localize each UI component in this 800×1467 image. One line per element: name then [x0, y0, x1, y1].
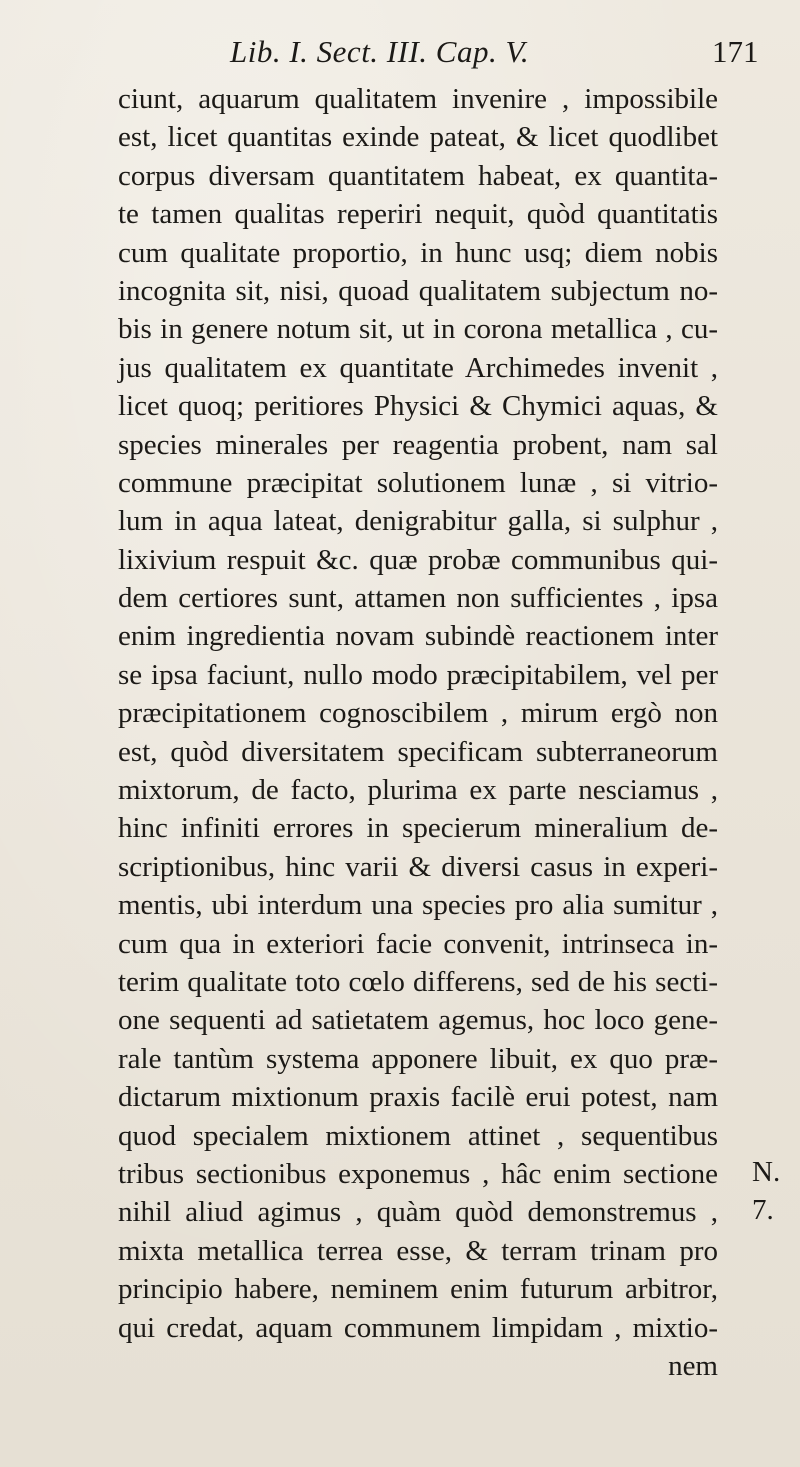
text-line: principio habere, neminem enim futurum arbitror,: [118, 1273, 718, 1306]
text-line: tribus sectionibus exponemus , hâc enim sectione: [118, 1157, 718, 1190]
text-line: bis in genere notum sit, ut in corona metallica , cu-: [118, 313, 718, 346]
text-line: species minerales per reagentia probent, nam sal: [118, 428, 718, 461]
text-line: cum qua in exteriori facie convenit, intrinseca in-: [118, 927, 718, 960]
page-header: [0, 34, 800, 74]
text-line: mentis, ubi interdum una species pro alia sumitur ,: [118, 889, 718, 922]
text-line: nihil aliud agimus , quàm quòd demonstremus ,: [118, 1196, 718, 1229]
text-line: jus qualitatem ex quantitate Archimedes invenit ,: [118, 351, 718, 384]
text-line: incognita sit, nisi, quoad qualitatem subjectum no-: [118, 274, 718, 307]
text-line: quod specialem mixtionem attinet , sequentibus: [118, 1119, 718, 1152]
text-line: hinc infiniti errores in specierum mineralium de-: [118, 812, 718, 845]
text-line: est, licet quantitas exinde pateat, & licet quodlibet: [118, 121, 718, 154]
text-line: lum in aqua lateat, denigrabitur galla, si sulphur ,: [118, 505, 718, 538]
text-line: one sequenti ad satietatem agemus, hoc loco gene-: [118, 1004, 718, 1037]
text-line: lixivium respuit &c. quæ probæ communibus qui-: [118, 543, 718, 576]
text-line: corpus diversam quantitatem habeat, ex quantita-: [118, 159, 718, 192]
text-line: est, quòd diversitatem specificam subterraneorum: [118, 735, 718, 768]
text-line: licet quoq; peritiores Physici & Chymici aquas, &: [118, 390, 718, 423]
text-line: ciunt, aquarum qualitatem invenire , impossibile: [118, 83, 718, 115]
text-line: mixtorum, de facto, plurima ex parte nesciamus ,: [118, 774, 718, 807]
text-line: dem certiores sunt, attamen non sufficientes , ipsa: [118, 582, 718, 615]
text-line: commune præcipitat solutionem lunæ , si vitrio-: [118, 466, 718, 499]
body-text: [118, 80, 718, 1385]
text-line: mixta metallica terrea esse, & terram trinam pro: [118, 1234, 718, 1267]
catchword: nem: [668, 1349, 718, 1382]
text-line: cum qualitate proportio, in hunc usq; diem nobis: [118, 236, 718, 269]
margin-note-7: 7.: [752, 1194, 774, 1226]
running-head: Lib. I. Sect. III. Cap. V.: [230, 34, 530, 69]
text-line: enim ingredientia novam subindè reactionem inter: [118, 620, 718, 653]
margin-note-n: N.: [752, 1156, 781, 1188]
text-line: scriptionibus, hinc varii & diversi casus in experi-: [118, 850, 718, 883]
text-line: terim qualitate toto cœlo differens, sed de his secti-: [118, 965, 718, 998]
text-line: se ipsa faciunt, nullo modo præcipitabilem, vel per: [118, 658, 718, 691]
text-line: te tamen qualitas reperiri nequit, quòd quantitatis: [118, 198, 718, 231]
text-line: dictarum mixtionum praxis facilè erui potest, nam: [118, 1081, 718, 1114]
text-line: qui credat, aquam communem limpidam , mixtio-: [118, 1311, 718, 1344]
text-line: præcipitationem cognoscibilem , mirum ergò non: [118, 697, 718, 730]
text-line: rale tantùm systema apponere libuit, ex quo præ-: [118, 1042, 718, 1075]
page-number: 171: [712, 34, 759, 69]
